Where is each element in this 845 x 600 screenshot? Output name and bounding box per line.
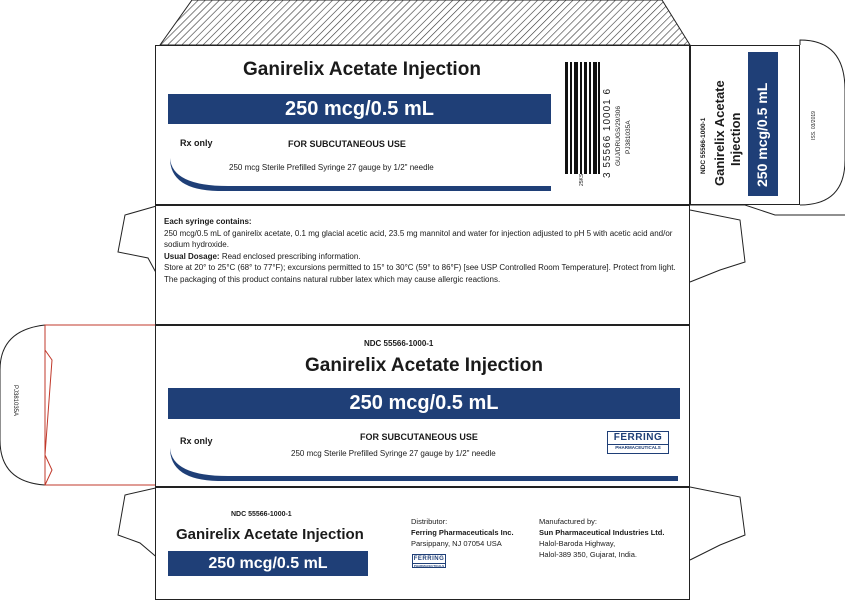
distributor-name: Ferring Pharmaceuticals Inc. — [411, 528, 514, 537]
main-rx-only: Rx only — [180, 436, 213, 446]
front-panel-top — [155, 45, 690, 205]
info-panel — [155, 205, 690, 325]
right-strength-band: 250 mcg/0.5 mL — [748, 52, 778, 196]
strength-band: 250 mcg/0.5 mL — [168, 94, 551, 124]
storage-text: Store at 20° to 25°C (68° to 77°F); excursions permitted to 15° to 30°C (59° to 86°F) [see USP Controlled Room Temperature]. Protect from light. — [164, 263, 676, 272]
ferring-logo: FERRING PHARMACEUTICALS — [607, 431, 669, 454]
left-dust-flap-top — [118, 205, 160, 280]
part-code: PJ381035A — [625, 120, 632, 154]
usual-dosage-label: Usual Dosage: — [164, 251, 220, 261]
contains-heading: Each syringe contains: — [164, 217, 252, 226]
distributor-label: Distributor: — [411, 517, 448, 526]
manufacturer-address-1: Halol-Baroda Highway, — [539, 539, 616, 548]
rx-only: Rx only — [180, 138, 213, 148]
right-dust-flap-bottom — [690, 487, 745, 560]
license-code: GUJ/DRUGS/29/306 — [615, 106, 622, 166]
barcode-number: 3 55566 10001 6 — [602, 87, 613, 178]
usual-dosage-text: Read enclosed prescribing information. — [221, 251, 361, 261]
manufacturer-label: Manufactured by: — [539, 517, 597, 526]
barcode — [565, 62, 600, 174]
manufacturer-address-2: Halol-389 350, Gujarat, India. — [539, 550, 637, 559]
issue-date: ISS. 03/2019 — [811, 111, 817, 140]
left-flap-code: PJ381035A — [12, 385, 18, 417]
front-panel-main — [155, 325, 690, 487]
bottom-ndc: NDC 55566-1000-1 — [231, 511, 292, 518]
main-product-name: Ganirelix Acetate Injection — [305, 355, 543, 376]
right-side-panel — [690, 45, 800, 205]
manufacturer-name: Sun Pharmaceutical Industries Ltd. — [539, 528, 665, 537]
distributor-address: Parsippany, NJ 07054 USA — [411, 539, 502, 548]
left-dust-flap-bottom — [118, 487, 160, 560]
distributor-block — [411, 516, 514, 549]
contains-text: 250 mcg/0.5 mL of ganirelix acetate, 0.1 mg glacial acetic acid, 23.5 mg mannitol and water for injection adjusted to pH 5 with acetic acid and/or sodium hydroxide. — [164, 228, 673, 249]
latex-warning: The packaging of this product contains natural rubber latex which may cause allergic reactions. — [164, 274, 501, 284]
barcode-small-code: 25KS — [579, 173, 585, 186]
main-strength-band: 250 mcg/0.5 mL — [168, 388, 680, 419]
left-tuck-flap — [0, 325, 160, 485]
right-name-line2: Injection — [728, 112, 743, 166]
right-ndc: NDC 55566-1000-1 — [700, 117, 707, 174]
main-syringe-description: 250 mcg Sterile Prefilled Syringe 27 gauge by 1/2" needle — [291, 449, 496, 458]
right-name-line1: Ganirelix Acetate — [712, 80, 727, 186]
bottom-strength-band: 250 mcg/0.5 mL — [168, 551, 368, 576]
right-dust-flap-top — [690, 210, 745, 282]
swoosh-graphic — [168, 156, 553, 192]
product-name: Ganirelix Acetate Injection — [243, 59, 481, 80]
main-swoosh-graphic — [168, 446, 680, 482]
top-glue-flap — [160, 0, 690, 45]
bottom-panel — [155, 487, 690, 600]
syringe-description: 250 mcg Sterile Prefilled Syringe 27 gauge by 1/2" needle — [229, 163, 434, 172]
bottom-product-name: Ganirelix Acetate Injection — [176, 526, 364, 543]
manufacturer-block — [539, 516, 664, 560]
right-tuck-flap — [800, 40, 845, 205]
main-ndc: NDC 55566-1000-1 — [364, 339, 434, 348]
route-text: FOR SUBCUTANEOUS USE — [288, 139, 406, 149]
bottom-ferring-logo: FERRING PHARMACEUTICALS — [413, 556, 445, 568]
main-route-text: FOR SUBCUTANEOUS USE — [360, 432, 478, 442]
